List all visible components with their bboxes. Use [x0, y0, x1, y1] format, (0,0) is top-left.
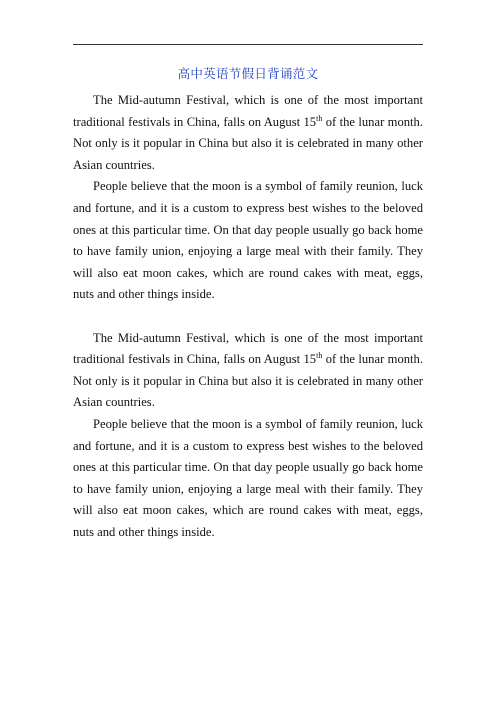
paragraph-festival-intro [73, 328, 423, 414]
paragraph-text: of the lunar month. Not only is it popular in China but also it is celebrated in many other Asian countries. [73, 114, 423, 172]
document-body [73, 90, 423, 543]
section-gap [73, 306, 423, 328]
ordinal-suffix: th [316, 113, 323, 123]
header-rule [73, 44, 423, 45]
paragraph-text: of the lunar month. Not only is it popular in China but also it is celebrated in many other Asian countries. [73, 352, 423, 410]
paragraph-text: The Mid-autumn Festival, which is one of the most important traditional festivals in China, falls on August 15 [73, 93, 423, 129]
ordinal-suffix: th [316, 351, 323, 361]
paragraph-festival-customs: People believe that the moon is a symbol of family reunion, luck and fortune, and it is a custom to express best wishes to the beloved ones at this particular time. On that day people usually go back home to have family union, enjoying a large meal with their family. They will also eat moon cakes, which are round cakes with meat, eggs, nuts and other things inside. [73, 179, 423, 302]
paragraph-festival-intro [73, 90, 423, 176]
paragraph-text: The Mid-autumn Festival, which is one of the most important traditional festivals in China, falls on August 15 [73, 330, 423, 367]
paragraph-festival-customs: People believe that the moon is a symbol of family reunion, luck and fortune, and it is a custom to express best wishes to the beloved ones at this particular time. On that day people usually go back home to have family union, enjoying a large meal with their family. They will also eat moon cakes, which are round cakes with meat, eggs, nuts and other things inside. [73, 416, 423, 539]
document-title: 高中英语节假日背诵范文 [177, 66, 319, 81]
